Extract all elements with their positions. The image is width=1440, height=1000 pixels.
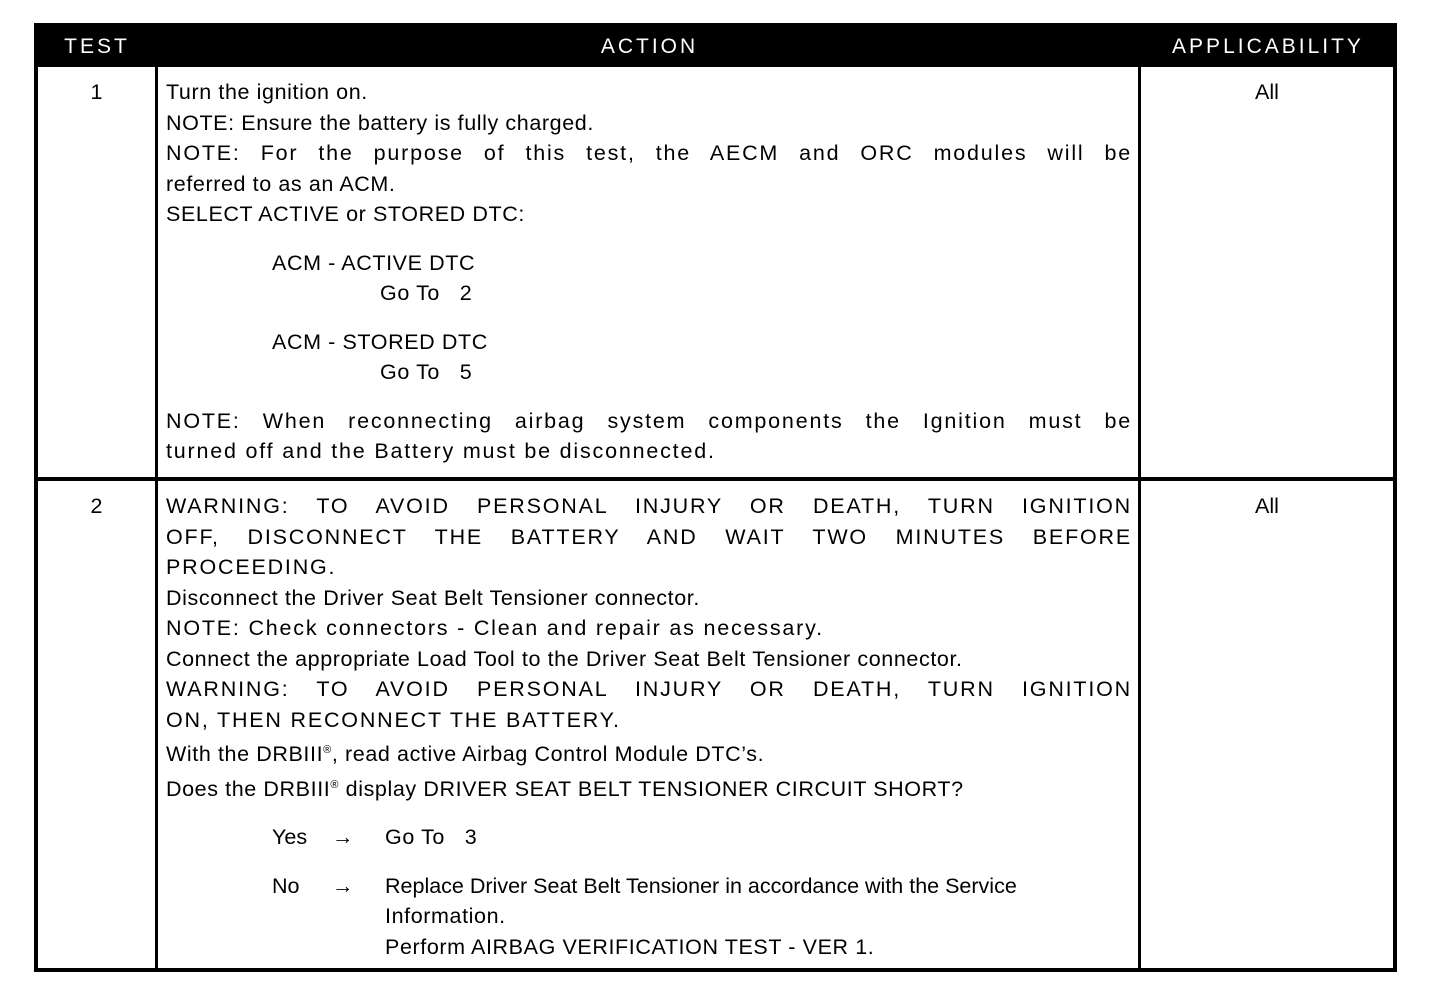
warning-line: PROCEEDING. <box>166 555 337 579</box>
header-applicability: APPLICABILITY <box>1172 35 1364 58</box>
result-line: Information. <box>385 904 506 928</box>
option-active-goto: Go To 2 <box>380 281 473 305</box>
arrow-icon: → <box>332 825 354 849</box>
result-line: Perform AIRBAG VERIFICATION TEST - VER 1. <box>385 934 875 959</box>
applicability-value: All <box>1255 494 1279 518</box>
warning-line: WARNING: TO AVOID PERSONAL INJURY OR DEATH, TURN IGNITION <box>166 677 1132 701</box>
action-text: display DRIVER SEAT BELT TENSIONER CIRCUIT SHORT? <box>339 776 964 801</box>
table-row <box>38 481 1393 968</box>
table-row <box>38 67 1393 481</box>
warning-line: WARNING: TO AVOID PERSONAL INJURY OR DEATH, TURN IGNITION <box>166 494 1132 518</box>
choice-yes <box>166 822 1132 853</box>
action-line <box>166 770 1132 805</box>
action-text: , read active Airbag Control Module DTC’s. <box>331 742 765 766</box>
test-number: 2 <box>38 481 158 968</box>
warning-line: OFF, DISCONNECT THE BATTERY AND WAIT TWO MINUTES BEFORE <box>166 524 1132 549</box>
note-line: turned off and the Battery must be disconnected. <box>166 439 716 463</box>
action-cell <box>158 481 1141 968</box>
action-cell <box>158 67 1141 477</box>
arrow-icon: → <box>332 873 354 898</box>
option-stored-goto: Go To 5 <box>380 360 473 384</box>
choice-label: No <box>272 873 300 898</box>
header-action: ACTION <box>600 35 699 58</box>
choice-result: Go To 3 <box>385 825 478 849</box>
option-stored-label: ACM - STORED DTC <box>272 329 488 354</box>
action-line: NOTE: Ensure the battery is fully charged. <box>166 110 594 135</box>
note-line: NOTE: When reconnecting airbag system components the Ignition must be <box>166 408 1132 433</box>
result-line: Replace Driver Seat Belt Tensioner in accordance with the Service <box>385 873 1017 898</box>
action-line: NOTE: For the purpose of this test, the AECM and ORC modules will be <box>166 141 1132 165</box>
choice-no <box>166 871 1132 963</box>
choice-result <box>385 871 1132 963</box>
registered-mark: ® <box>330 778 340 791</box>
action-line: Connect the appropriate Load Tool to the Driver Seat Belt Tensioner connector. <box>166 646 963 671</box>
applicability-value: All <box>1255 80 1279 104</box>
action-line: SELECT ACTIVE or STORED DTC: <box>166 202 525 226</box>
test-number: 1 <box>38 67 158 477</box>
table-header <box>38 27 1393 67</box>
drbiii-text: Does the DRBIII <box>166 776 331 801</box>
action-line: NOTE: Check connectors - Clean and repair as necessary. <box>166 616 824 640</box>
option-active-label: ACM - ACTIVE DTC <box>272 250 476 275</box>
registered-mark: ® <box>323 744 332 756</box>
choice-label: Yes <box>272 825 308 849</box>
action-line: Turn the ignition on. <box>166 80 368 104</box>
header-test: TEST <box>64 35 130 58</box>
diagnostic-table <box>34 23 1397 972</box>
action-line: referred to as an ACM. <box>166 171 396 196</box>
warning-line: ON, THEN RECONNECT THE BATTERY. <box>166 707 621 732</box>
action-line: Disconnect the Driver Seat Belt Tensioner connector. <box>166 585 700 610</box>
drbiii-text: With the DRBIII <box>166 742 324 766</box>
action-line <box>166 735 1132 770</box>
